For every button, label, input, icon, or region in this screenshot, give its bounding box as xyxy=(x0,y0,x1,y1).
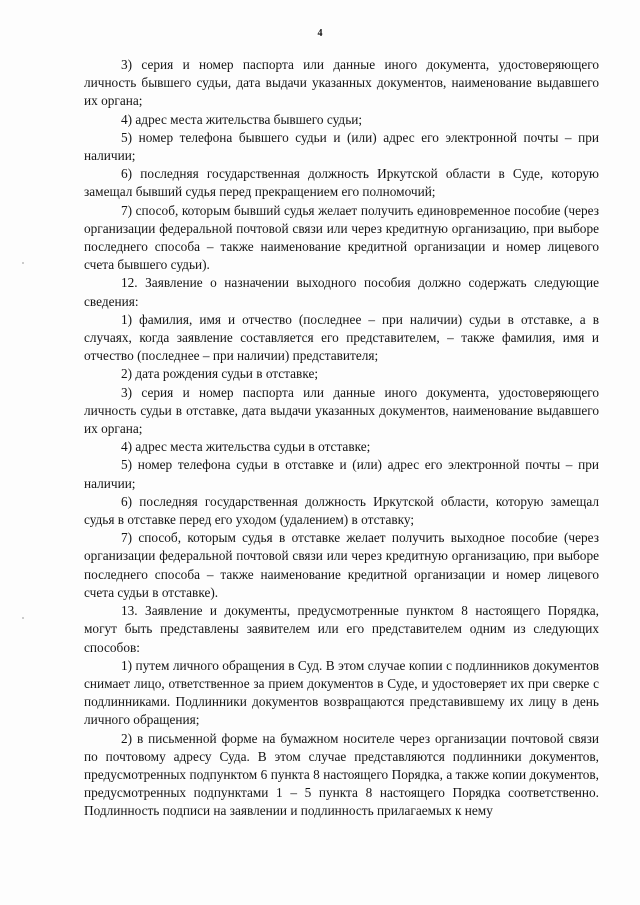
paragraph-12: 12. Заявление о назначении выходного пособия должно содержать следующие сведения: xyxy=(84,275,599,309)
page-number: 4 xyxy=(317,28,323,39)
paragraph-11-item-7: 7) способ, которым бывший судья желает получить единовременное пособие (через организации федеральной почтовой связи или через кредитную организацию, при выборе последнего способа – также наименование кредитной организации и номер лицевого счета бывшего судьи). xyxy=(84,202,599,273)
paragraph-11-item-3: 3) серия и номер паспорта или данные иного документа, удостоверяющего личность бывшего судьи, дата выдачи указанных документов, наименование выдавшего их органа; xyxy=(84,57,599,109)
paragraph-12-item-5: 5) номер телефона судьи в отставке и (или) адрес его электронной почты – при наличии; xyxy=(84,457,599,491)
paragraph-13-item-2: 2) в письменной форме на бумажном носителе через организации почтовой связи по почтовому адресу Суда. В этом случае представляются подлинники документов, предусмотренных подпунктом 6 пункта 8 настоящего Порядка, а также копии документов, предусмотренных подпунктами 1 – 5 пункта 8 настоящего Порядка соответственно. Подлинность подписи на заявлении и подлинность прилагаемых к нему xyxy=(84,730,599,819)
paragraph-12-item-3: 3) серия и номер паспорта или данные иного документа, удостоверяющего личность судьи в отставке, дата выдачи указанных документов, наименование выдавшего их органа; xyxy=(84,384,599,437)
paragraph-12-item-6: 6) последняя государственная должность Иркутской области, которую замещал судья в отставке перед его уходом (удалением) в отставку; xyxy=(84,493,599,528)
paragraph-11-item-5: 5) номер телефона бывшего судьи и (или) адрес его электронной почты – при наличии; xyxy=(84,129,599,164)
paragraph-13: 13. Заявление и документы, предусмотренные пунктом 8 настоящего Порядка, могут быть представлены заявителем или его представителем одним из следующих способов: xyxy=(84,603,599,655)
paragraph-12-item-4: 4) адрес места жительства судьи в отставке; xyxy=(121,439,371,455)
document-body xyxy=(84,56,599,821)
paragraph-12-item-1: 1) фамилия, имя и отчество (последнее – при наличии) судьи в отставке, а в случаях, когда заявление составляется его представителем, – также фамилия, имя и отчество (последнее – при наличии) представителя; xyxy=(84,311,599,364)
scan-speck xyxy=(22,617,24,619)
paragraph-11-item-6: 6) последняя государственная должность Иркутской области в Суде, которую замещал бывший судья перед прекращением его полномочий; xyxy=(84,166,599,200)
paragraph-11-item-4: 4) адрес места жительства бывшего судьи; xyxy=(121,111,363,127)
paragraph-12-item-2: 2) дата рождения судьи в отставке; xyxy=(121,366,319,382)
paragraph-13-item-1: 1) путем личного обращения в Суд. В этом случае копии с подлинников документов снимает лицо, ответственное за прием документов в Суде, и удостоверяет их при сверке с подлинниками. Подлинники документов возвращаются представившему их лицу в день личного обращения; xyxy=(84,657,599,728)
paragraph-12-item-7: 7) способ, которым судья в отставке желает получить выходное пособие (через организации федеральной почтовой связи или через кредитную организацию, при выборе последнего способа – также наименование кредитной организации и номер лицевого счета судьи в отставке). xyxy=(84,530,599,600)
scan-speck xyxy=(22,262,24,264)
